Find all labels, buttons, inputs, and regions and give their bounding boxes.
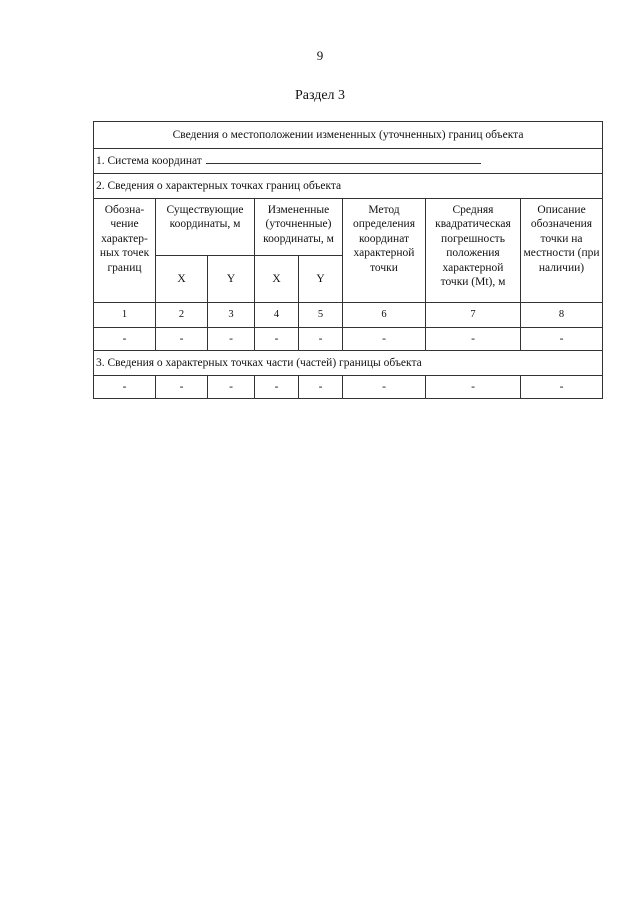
- header-error: Средняя квадратическая погрешность положения характерной точки (Mt), м: [426, 199, 521, 303]
- table-cell: -: [299, 328, 343, 351]
- table-cell: -: [208, 328, 255, 351]
- table-cell: -: [343, 376, 426, 399]
- header-changed-y: Y: [299, 256, 343, 303]
- table-cell: -: [156, 376, 208, 399]
- table-cell: -: [299, 376, 343, 399]
- header-row-top: [94, 199, 603, 256]
- column-number: 8: [521, 303, 603, 328]
- table-cell: -: [255, 328, 299, 351]
- points-section-label: 2. Сведения о характерных точках границ объекта: [94, 174, 603, 199]
- boundary-table: [93, 121, 603, 399]
- coordinate-system-blank: [206, 153, 481, 164]
- header-description: Описание обозначения точки на местности (при наличии): [521, 199, 603, 303]
- table-cell: -: [94, 328, 156, 351]
- header-existing-coords: Существующие координаты, м: [156, 199, 255, 256]
- table-title: Сведения о местоположении измененных (уточненных) границ объекта: [94, 122, 603, 149]
- column-number: 6: [343, 303, 426, 328]
- table-cell: -: [426, 328, 521, 351]
- coordinate-system-label: 1. Система координат: [96, 155, 202, 168]
- table-cell: -: [426, 376, 521, 399]
- header-existing-y: Y: [208, 256, 255, 303]
- table-cell: -: [94, 376, 156, 399]
- column-numbers-row: [94, 303, 603, 328]
- table-row: [94, 376, 603, 399]
- header-existing-x: X: [156, 256, 208, 303]
- table-title-row: [94, 122, 603, 149]
- table-cell: -: [521, 376, 603, 399]
- part-section-label: 3. Сведения о характерных точках части (частей) границы объекта: [94, 351, 603, 376]
- points-section-row: [94, 174, 603, 199]
- coordinate-system-row: [94, 149, 603, 174]
- column-number: 7: [426, 303, 521, 328]
- table-cell: -: [208, 376, 255, 399]
- header-method: Метод определения координат характерной точки: [343, 199, 426, 303]
- table-cell: -: [521, 328, 603, 351]
- header-changed-coords: Измененные (уточненные) координаты, м: [255, 199, 343, 256]
- table-cell: -: [156, 328, 208, 351]
- column-number: 4: [255, 303, 299, 328]
- table-cell: -: [343, 328, 426, 351]
- part-section-row: [94, 351, 603, 376]
- coordinate-system-cell: [94, 149, 603, 174]
- table-cell: -: [255, 376, 299, 399]
- header-point-designation: Обозна-чение характер-ных точек границ: [94, 199, 156, 303]
- column-number: 2: [156, 303, 208, 328]
- column-number: 5: [299, 303, 343, 328]
- header-changed-x: X: [255, 256, 299, 303]
- column-number: 3: [208, 303, 255, 328]
- column-number: 1: [94, 303, 156, 328]
- table-row: [94, 328, 603, 351]
- section-title: Раздел 3: [294, 88, 346, 103]
- page-number: 9: [316, 48, 324, 63]
